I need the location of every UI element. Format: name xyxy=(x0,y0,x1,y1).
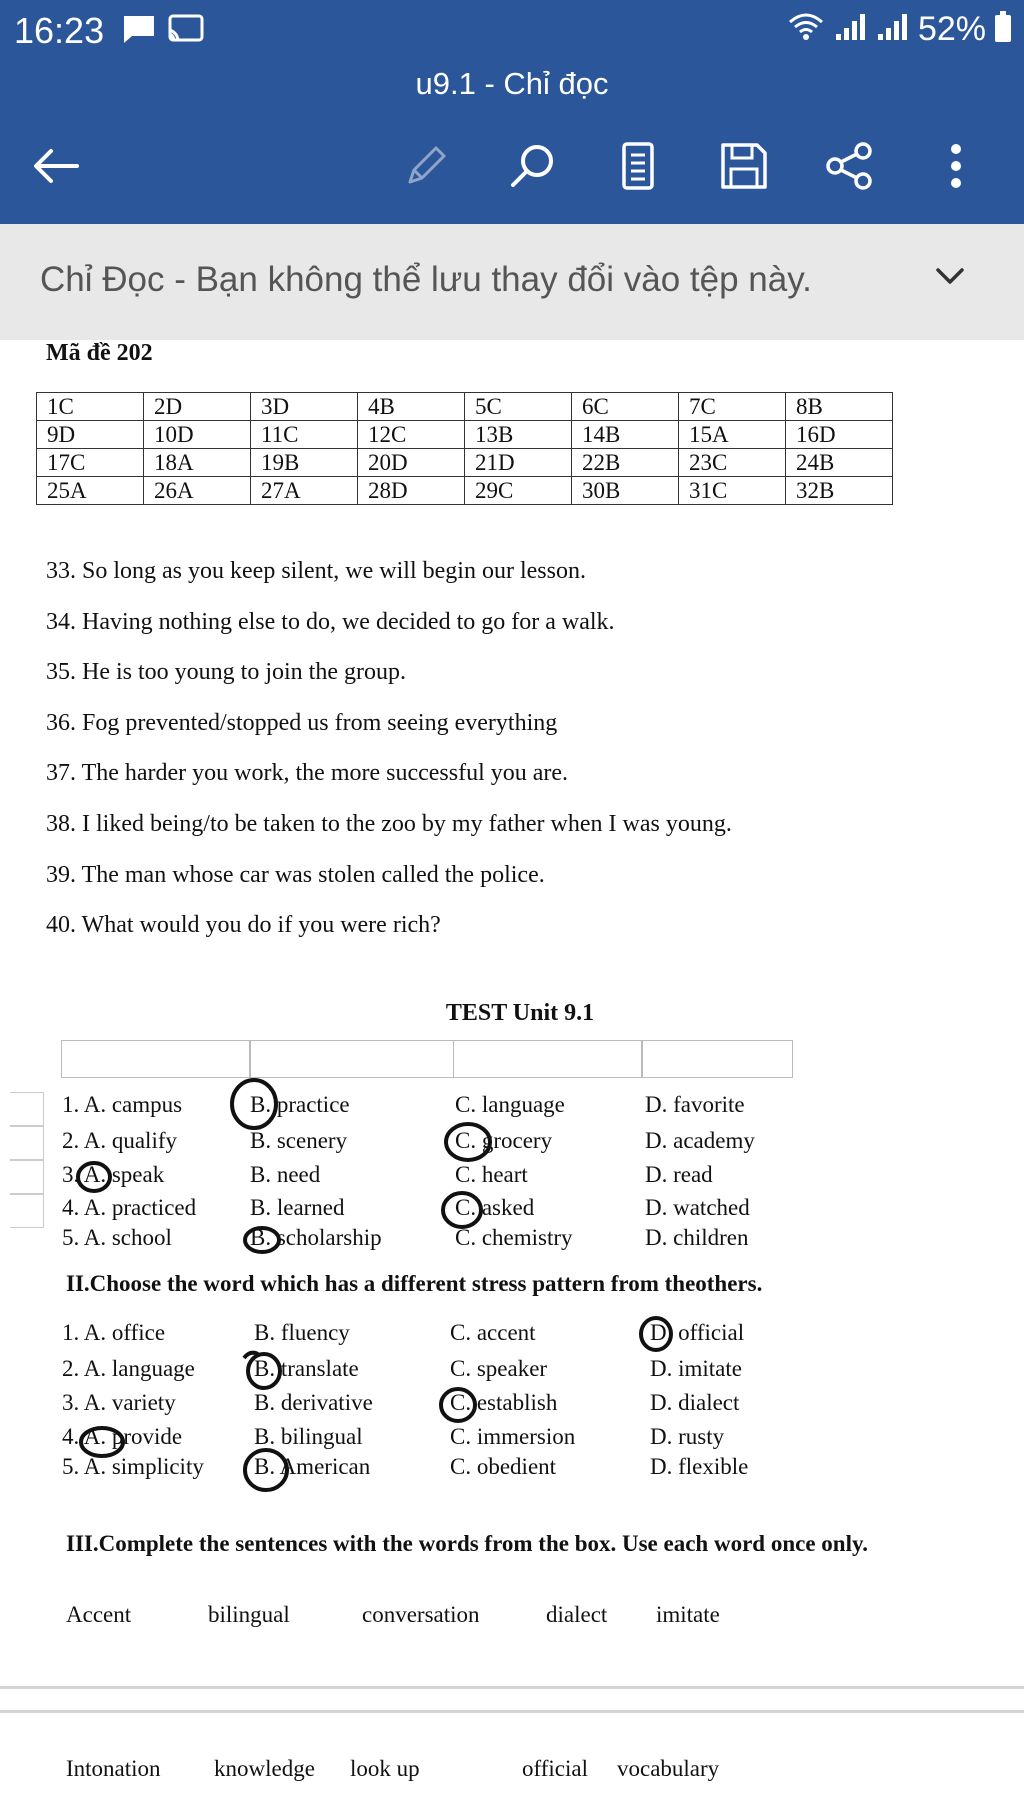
answer-key-cell: 13B xyxy=(465,421,572,449)
option-a: 2. A. qualify xyxy=(62,1128,177,1153)
answer-key-cell: 24B xyxy=(786,449,893,477)
word-box-item: Accent xyxy=(66,1602,132,1627)
answer-key-cell: 29C xyxy=(465,477,572,505)
sentence-34: 34. Having nothing else to do, we decided to go for a walk. xyxy=(46,608,615,635)
option-d: D. read xyxy=(645,1162,713,1187)
option-c: C. heart xyxy=(455,1162,528,1187)
answer-key-cell: 6C xyxy=(572,393,679,421)
option-b: B. American xyxy=(254,1454,371,1479)
edit-pencil-icon xyxy=(402,142,450,190)
signal-icon xyxy=(876,12,910,47)
save-button[interactable] xyxy=(714,136,774,196)
edit-button[interactable] xyxy=(396,136,456,196)
option-a: 1. A. office xyxy=(62,1320,166,1345)
answer-key-cell: 18A xyxy=(144,449,251,477)
empty-cell xyxy=(249,1040,454,1078)
option-b: B. practice xyxy=(250,1092,350,1117)
answer-key-cell: 7C xyxy=(679,393,786,421)
word-box-item: knowledge xyxy=(214,1756,315,1781)
document-page[interactable] xyxy=(0,340,1024,1820)
option-c: C. accent xyxy=(450,1320,536,1345)
answer-key-cell: 17C xyxy=(37,449,144,477)
reading-view-button[interactable] xyxy=(608,136,668,196)
option-a: 5. A. simplicity xyxy=(62,1454,204,1479)
option-c: C. speaker xyxy=(450,1356,548,1381)
option-a: 4. A. practiced xyxy=(62,1195,197,1220)
option-c: C. language xyxy=(455,1092,565,1117)
sentence-33: 33. So long as you keep silent, we will begin our lesson. xyxy=(46,558,586,584)
option-a: 1. A. campus xyxy=(62,1092,183,1117)
option-c: C. immersion xyxy=(450,1424,576,1449)
answer-key-cell: 21D xyxy=(465,449,572,477)
word-box-item: bilingual xyxy=(208,1602,290,1627)
sentence-40: 40. What would you do if you were rich? xyxy=(46,912,441,939)
option-d: D. watched xyxy=(645,1195,750,1220)
option-a: 3. A. variety xyxy=(62,1390,176,1415)
option-b: B. bilingual xyxy=(254,1424,363,1449)
chat-icon xyxy=(122,14,156,49)
empty-cell xyxy=(641,1040,793,1078)
option-d: D. imitate xyxy=(650,1356,742,1381)
word-box-item: conversation xyxy=(362,1602,480,1627)
test-title: TEST Unit 9.1 xyxy=(445,1000,595,1026)
option-d: D. official xyxy=(650,1320,745,1345)
option-c: C. establish xyxy=(450,1390,558,1415)
option-c: C. obedient xyxy=(450,1454,557,1479)
option-b: B. scholarship xyxy=(250,1225,382,1250)
answer-key-row xyxy=(37,449,893,477)
word-box-item: look up xyxy=(350,1756,420,1781)
option-b: B. scenery xyxy=(250,1128,348,1153)
answer-key-cell: 32B xyxy=(786,477,893,505)
option-b: B. learned xyxy=(250,1195,345,1220)
wifi-icon xyxy=(786,12,826,47)
status-time: 16:23 xyxy=(14,10,105,51)
answer-key-cell: 23C xyxy=(679,449,786,477)
save-icon xyxy=(719,141,769,191)
answer-key-cell: 4B xyxy=(358,393,465,421)
answer-key-cell: 25A xyxy=(37,477,144,505)
section-3-title: III.Complete the sentences with the words from the box. Use each word once only. xyxy=(66,1531,868,1556)
margin-boxes xyxy=(10,1092,44,1228)
signal-icon xyxy=(834,12,868,47)
page-divider xyxy=(0,1686,1024,1689)
cast-icon xyxy=(168,14,204,49)
answer-key-cell: 2D xyxy=(144,393,251,421)
readonly-message: Chỉ Đọc - Bạn không thể lưu thay đổi vào tệp này. xyxy=(40,260,812,299)
answer-key-cell: 12C xyxy=(358,421,465,449)
exam-code-title: Mã đề 202 xyxy=(46,340,153,366)
answer-key-cell: 8B xyxy=(786,393,893,421)
answer-key-cell: 26A xyxy=(144,477,251,505)
battery-percent: 52% xyxy=(917,10,986,48)
empty-cell xyxy=(453,1040,643,1078)
battery-icon xyxy=(994,11,1012,48)
answer-key-cell: 22B xyxy=(572,449,679,477)
sentence-39: 39. The man whose car was stolen called the police. xyxy=(46,861,545,888)
more-options-button[interactable] xyxy=(926,136,986,196)
sentence-36: 36. Fog prevented/stopped us from seeing everything xyxy=(46,709,558,736)
option-d: D. flexible xyxy=(650,1454,749,1479)
option-d: D. dialect xyxy=(650,1390,740,1415)
answer-key-cell: 27A xyxy=(251,477,358,505)
word-box-item: Intonation xyxy=(66,1756,161,1781)
option-a: 5. A. school xyxy=(62,1225,172,1250)
answer-key-cell: 30B xyxy=(572,477,679,505)
answer-key-cell: 19B xyxy=(251,449,358,477)
word-box-item: vocabulary xyxy=(617,1756,720,1781)
back-button[interactable] xyxy=(26,136,86,196)
answer-sentences xyxy=(46,558,946,963)
option-b: B. fluency xyxy=(254,1320,350,1345)
margin-box xyxy=(10,1160,44,1194)
option-d: D. rusty xyxy=(650,1424,725,1449)
answer-key-cell: 3D xyxy=(251,393,358,421)
option-b: B. need xyxy=(250,1162,321,1187)
option-c: C. asked xyxy=(455,1195,535,1220)
margin-box xyxy=(10,1126,44,1160)
answer-key-cell: 10D xyxy=(144,421,251,449)
status-bar xyxy=(0,0,1024,64)
answer-key-cell: 14B xyxy=(572,421,679,449)
chevron-down-icon[interactable] xyxy=(930,256,970,296)
word-box-item: official xyxy=(522,1756,588,1781)
empty-header-table xyxy=(62,1040,793,1078)
option-a: 3. A. speak xyxy=(62,1162,165,1187)
option-b: B. derivative xyxy=(254,1390,373,1415)
back-arrow-icon xyxy=(31,146,81,186)
answer-key-cell: 11C xyxy=(251,421,358,449)
margin-box xyxy=(10,1092,44,1126)
answer-key-table xyxy=(36,392,893,505)
answer-key-cell: 1C xyxy=(37,393,144,421)
answer-key-cell: 31C xyxy=(679,477,786,505)
answer-key-cell: 16D xyxy=(786,421,893,449)
app-header xyxy=(0,0,1024,224)
search-button[interactable] xyxy=(502,136,562,196)
answer-key-row xyxy=(37,421,893,449)
option-d: D. favorite xyxy=(645,1092,745,1117)
reading-view-icon xyxy=(618,141,658,191)
option-c: C. grocery xyxy=(455,1128,553,1153)
word-box-item: imitate xyxy=(656,1602,720,1627)
answer-key-cell: 20D xyxy=(358,449,465,477)
margin-box xyxy=(10,1194,44,1228)
option-d: D. children xyxy=(645,1225,749,1250)
share-icon xyxy=(825,141,875,191)
answer-key-row xyxy=(37,477,893,505)
sentence-35: 35. He is too young to join the group. xyxy=(46,659,406,686)
answer-key-cell: 15A xyxy=(679,421,786,449)
empty-cell xyxy=(61,1040,251,1078)
answer-key-row xyxy=(37,393,893,421)
more-icon xyxy=(946,141,966,191)
sentence-38: 38. I liked being/to be taken to the zoo by my father when I was young. xyxy=(46,810,732,837)
option-a: 4. A. provide xyxy=(62,1424,183,1449)
word-box-item: dialect xyxy=(546,1602,608,1627)
option-c: C. chemistry xyxy=(455,1225,573,1250)
document-title: u9.1 - Chỉ đọc xyxy=(415,66,609,101)
readonly-notice-bar[interactable] xyxy=(0,224,1024,340)
option-b: B. translate xyxy=(254,1356,359,1381)
page-divider xyxy=(0,1710,1024,1713)
option-a: 2. A. language xyxy=(62,1356,195,1381)
answer-key-cell: 5C xyxy=(465,393,572,421)
sentence-37: 37. The harder you work, the more successful you are. xyxy=(46,760,569,787)
answer-key-cell: 9D xyxy=(37,421,144,449)
section-2-title: II.Choose the word which has a different stress pattern from theothers. xyxy=(66,1271,763,1296)
search-icon xyxy=(507,141,557,191)
option-d: D. academy xyxy=(645,1128,755,1153)
answer-key-cell: 28D xyxy=(358,477,465,505)
share-button[interactable] xyxy=(820,136,880,196)
